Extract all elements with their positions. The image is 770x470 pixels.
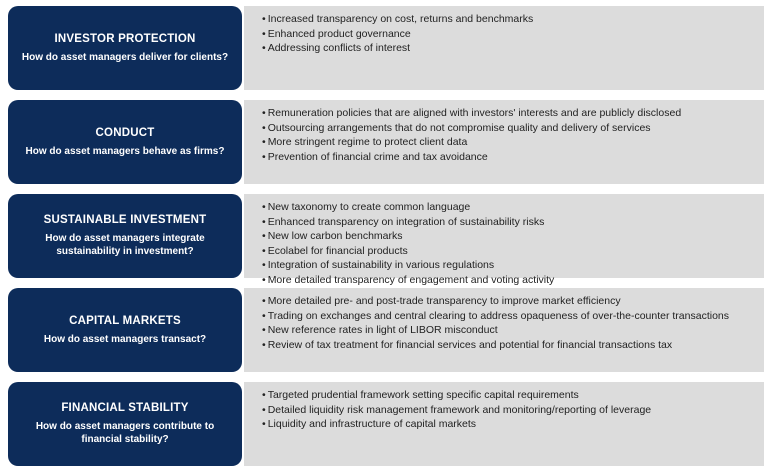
category-box bbox=[8, 288, 242, 372]
bullet-item: • More stringent regime to protect client data bbox=[262, 135, 754, 150]
bullet-item: • Review of tax treatment for financial services and potential for financial transactions tax bbox=[262, 338, 754, 353]
bullet-list bbox=[262, 12, 754, 56]
row-sustainable-investment bbox=[8, 194, 764, 286]
row-financial-stability bbox=[8, 382, 764, 466]
bullet-item: • Enhanced transparency on integration of sustainability risks bbox=[262, 215, 754, 230]
regulatory-areas-diagram bbox=[8, 6, 764, 466]
category-question: How do asset managers contribute to financial stability? bbox=[35, 421, 215, 445]
category-title: CAPITAL MARKETS bbox=[69, 314, 181, 327]
bullet-list bbox=[262, 388, 754, 432]
row-investor-protection bbox=[8, 6, 764, 90]
category-title: INVESTOR PROTECTION bbox=[54, 32, 196, 45]
category-box bbox=[8, 6, 242, 90]
bullet-item: • Increased transparency on cost, returns and benchmarks bbox=[262, 12, 754, 27]
bullet-item: • Prevention of financial crime and tax avoidance bbox=[262, 150, 754, 165]
category-question: How do asset managers transact? bbox=[43, 333, 207, 345]
category-title: FINANCIAL STABILITY bbox=[61, 402, 189, 414]
bullet-item: • Remuneration policies that are aligned with investors' interests and are publicly disclosed bbox=[262, 106, 754, 121]
bullet-item: • Liquidity and infrastructure of capital markets bbox=[262, 417, 754, 432]
row-capital-markets bbox=[8, 288, 764, 372]
bullet-item: • Integration of sustainability in various regulations bbox=[262, 258, 754, 273]
category-box bbox=[8, 382, 242, 466]
category-box bbox=[8, 194, 242, 278]
bullet-item: • New taxonomy to create common language bbox=[262, 200, 754, 215]
bullet-item: • Detailed liquidity risk management framework and monitoring/reporting of leverage bbox=[262, 403, 754, 418]
category-title: CONDUCT bbox=[95, 126, 155, 139]
bullet-list bbox=[262, 294, 754, 352]
bullet-panel bbox=[244, 382, 764, 466]
bullet-item: • More detailed transparency of engagement and voting activity bbox=[262, 273, 754, 288]
category-question: How do asset managers deliver for clients? bbox=[21, 51, 229, 63]
bullet-panel bbox=[244, 194, 764, 286]
bullet-item: • Outsourcing arrangements that do not compromise quality and delivery of services bbox=[262, 121, 754, 136]
bullet-list bbox=[262, 106, 754, 164]
bullet-panel bbox=[244, 100, 764, 184]
category-title: SUSTAINABLE INVESTMENT bbox=[43, 214, 207, 226]
bullet-item: • New low carbon benchmarks bbox=[262, 229, 754, 244]
category-question: How do asset managers integrate sustainability in investment? bbox=[45, 233, 205, 257]
bullet-item: • Ecolabel for financial products bbox=[262, 244, 754, 259]
bullet-item: • Addressing conflicts of interest bbox=[262, 41, 754, 56]
bullet-item: • Targeted prudential framework setting specific capital requirements bbox=[262, 388, 754, 403]
bullet-item: • Enhanced product governance bbox=[262, 27, 754, 42]
bullet-item: • New reference rates in light of LIBOR misconduct bbox=[262, 323, 754, 338]
row-conduct bbox=[8, 100, 764, 184]
bullet-list bbox=[262, 200, 754, 287]
category-question: How do asset managers behave as firms? bbox=[25, 145, 225, 157]
category-box bbox=[8, 100, 242, 184]
bullet-item: • More detailed pre- and post-trade transparency to improve market efficiency bbox=[262, 294, 754, 309]
bullet-panel bbox=[244, 288, 764, 372]
bullet-item: • Trading on exchanges and central clearing to address opaqueness of over-the-counter transactions bbox=[262, 309, 754, 324]
bullet-panel bbox=[244, 6, 764, 90]
